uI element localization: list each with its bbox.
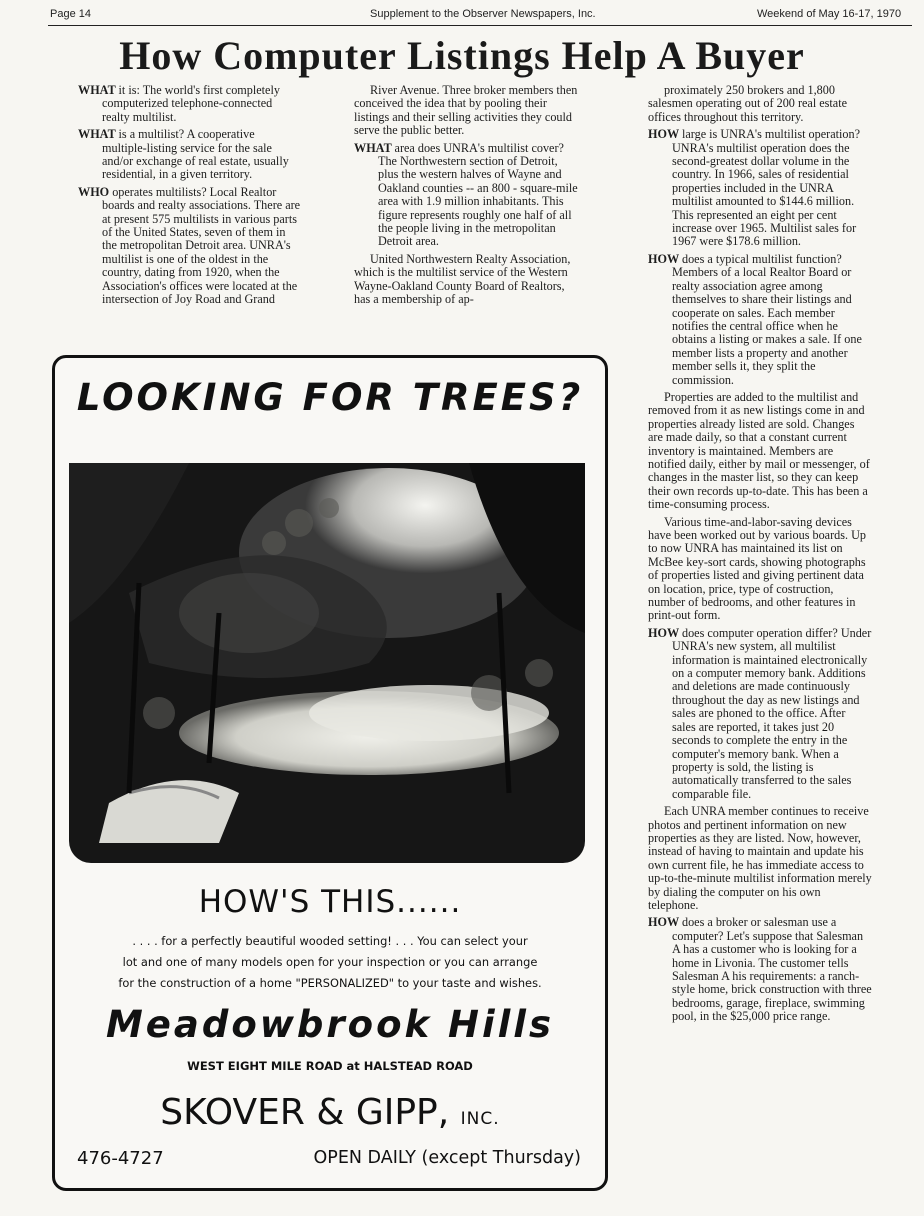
article-paragraph: WHAT it is: The world's first completely computerized telephone-connected realty multilist. (78, 83, 280, 124)
article-paragraph: Each UNRA member continues to receive photos and pertinent information on new properties as they are listed. Now, however, instead of having to maintain and update his own current file, he has immediate access to up-to-the-minute multilist information merely by dialing the computer on his own telephone. (648, 804, 872, 912)
article-paragraph: Various time-and-labor-saving devices have been worked out by various boards. Up to now UNRA has maintained its list on McBee key-sort cards, showing photographs of properties listed and giving pertinent data on location, price, type of costruction, number of bedrooms, and other features in print-out form. (648, 514, 866, 623)
open-hours: OPEN DAILY (except Thursday) (313, 1148, 581, 1168)
question-keyword: WHO (78, 184, 113, 199)
question-keyword: HOW (648, 127, 682, 142)
article-paragraph: WHO operates multilists? Local Realtor boards and realty associations. There are at present 575 multilists in various parts of the United States, seven of them in the metropolitan Detroit area. UNRA's multilist is one of the oldest in the country, dating from 1920, when the Association's offices were located at the intersection of Joy Road and Grand (78, 184, 301, 307)
article-column-3 (648, 84, 872, 1028)
builder-firm: SKOVER & GIPP, (160, 1092, 450, 1133)
supplement-line: Supplement to the Observer Newspapers, Inc. (370, 8, 596, 20)
question-keyword: WHAT (78, 83, 119, 97)
article-paragraph: WHAT is a multilist? A cooperative multiple-listing service for the sale and/or exchange of real estate, usually residential, in a given territory. (78, 127, 289, 182)
article-paragraph: HOW does a broker or salesman use a computer? Let's suppose that Salesman A has a customer who is looking for a home in Livonia. The customer tells Salesman A his requirements: a ranch-style home, brick construction with three bedrooms, garage, fireplace, swimming pool, in the $25,000 price range. (648, 915, 872, 1024)
article-paragraph: HOW does a typical multilist function? Members of a local Realtor Board or realty association agree among themselves to share their listings and cooperate on sales. Each member notifies the central office when he obtains a listing or makes a sale. If one member lists a property and another member sells it, they split the commission. (648, 251, 862, 387)
folio-rule (48, 25, 912, 26)
article-paragraph: United Northwestern Realty Association, which is the multilist service of the Western Wayne-Oakland County Board of Realtors, has a membership of ap- (354, 251, 571, 307)
article-paragraph: WHAT area does UNRA's multilist cover? The Northwestern section of Detroit, plus the western halves of Wayne and Oakland counties -- an 800 - square-mile area with 1.9 million inhabitants. This figure represents roughly one half of all the people living in the metropolitan Detroit area. (354, 140, 578, 249)
article-paragraph: proximately 250 brokers and 1,800 salesmen operating out of 200 real estate offices throughout this territory. (648, 83, 847, 124)
question-keyword: HOW (648, 625, 682, 640)
article-paragraph: HOW large is UNRA's multilist operation? UNRA's multilist operation does the second-greatest dollar volume in the country. In 1966, sales of residential properties included in the UNRA multilist amounted to $144.6 million. This represented an eight per cent increase over 1965. Multilist sales for 1967 were $178.6 million. (648, 127, 860, 249)
builder-suffix: INC. (460, 1109, 500, 1129)
article-column-1 (78, 84, 302, 311)
trees-advertisement (52, 355, 608, 1191)
article-column-2 (354, 84, 580, 311)
question-keyword: HOW (648, 251, 682, 266)
development-address: WEST EIGHT MILE ROAD at HALSTEAD ROAD (187, 1059, 473, 1073)
ad-body-line: lot and one of many models open for your inspection or you can arrange (122, 955, 538, 969)
ad-headline: LOOKING FOR TREES? (76, 376, 584, 419)
issue-date: Weekend of May 16-17, 1970 (757, 8, 902, 20)
ad-body-line: . . . . for a perfectly beautiful wooded setting! . . . You can select your (132, 934, 528, 948)
article-paragraph: HOW does computer operation differ? Under UNRA's new system, all multilist information is maintained electronically on a computer memory bank. Additions and deletions are made continuously throughout the day as new listings and sales are phoned to the office. After sales are reported, it takes just 20 seconds to complete the entry in the computer's memory bank. When a property is sold, the listing is automatically transferred to the sales comparable file. (648, 625, 872, 801)
phone-number: 476-4727 (77, 1148, 164, 1169)
wooded-lot-photo (69, 463, 585, 863)
question-keyword: WHAT (78, 127, 119, 142)
question-keyword: WHAT (354, 140, 395, 155)
article-paragraph: River Avenue. Three broker members then conceived the idea that by pooling their listings and their selling activities they could serve the public better. (354, 83, 578, 138)
ad-subhead: HOW'S THIS...... (198, 884, 462, 920)
ad-body-line: for the construction of a home "PERSONALIZED" to your taste and wishes. (118, 976, 542, 990)
article-paragraph: Properties are added to the multilist and removed from it as new listings come in and properties already listed are sold. Changes are made daily, so that a constant current inventory is maintained. Members are notified daily, either by mail or messenger, of changes in the master list, so they can keep their own records up-to-date. This has been a time-consuming process. (648, 389, 870, 512)
article-headline: How Computer Listings Help A Buyer (119, 33, 805, 78)
question-keyword: HOW (648, 915, 682, 930)
page-number: Page 14 (50, 8, 91, 20)
builder-name (55, 1092, 605, 1133)
development-name: Meadowbrook Hills (105, 1003, 555, 1046)
